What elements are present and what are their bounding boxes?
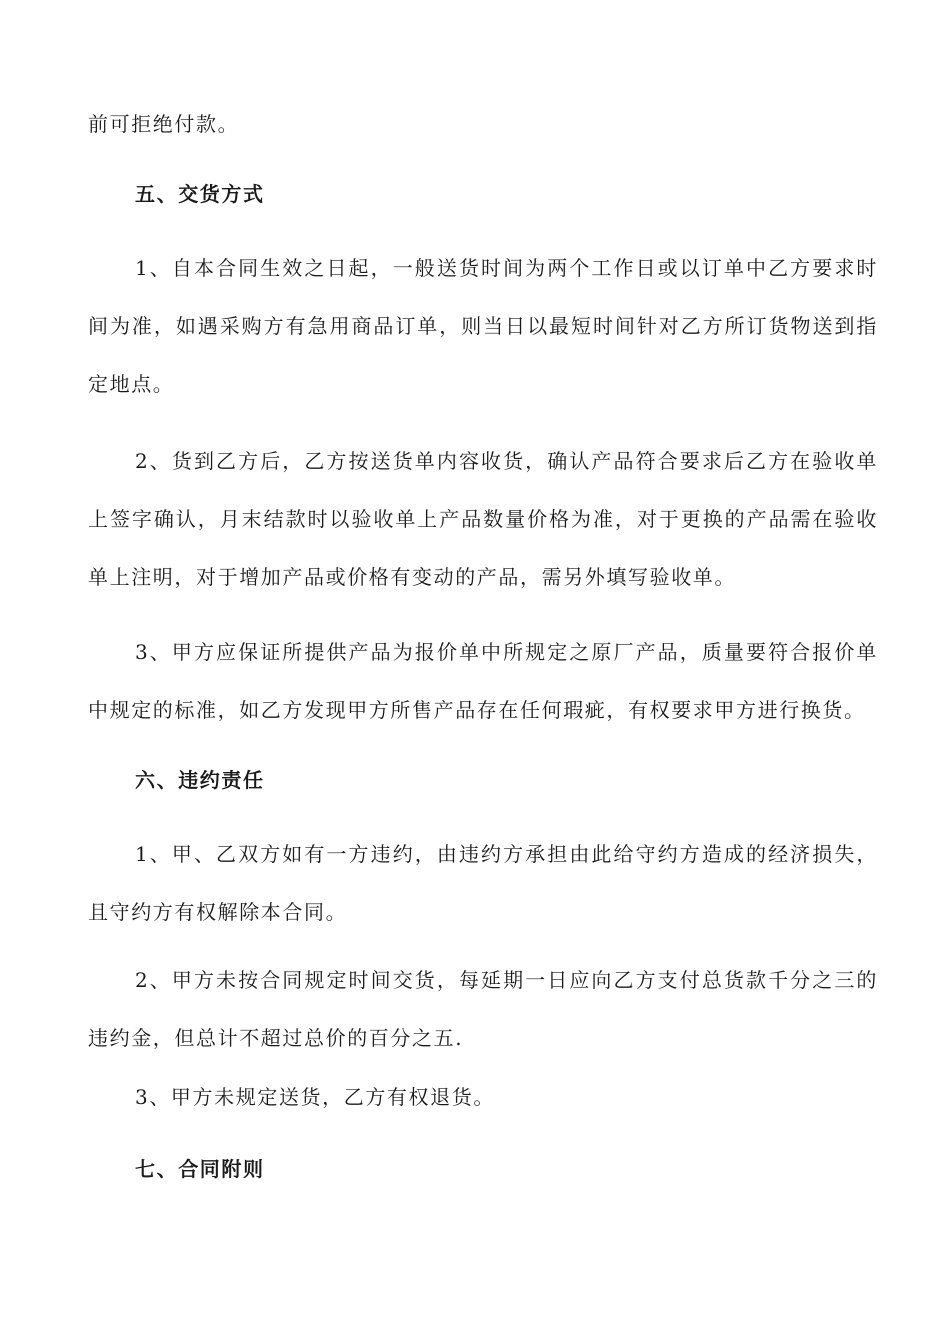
clause-5-2: 2、货到乙方后，乙方按送货单内容收货，确认产品符合要求后乙方在验收单上签字确认，月末结款时以验收单上产品数量价格为准，对于更换的产品需在验收单上注明，对于增加产品或价格有变动的产品，需另外填写验收单。	[88, 449, 878, 589]
clause-6-1: 1、甲、乙双方如有一方违约，由违约方承担由此给守约方造成的经济损失，且守约方有权解除本合同。	[88, 842, 878, 924]
clause-6-3: 3、甲方未规定送货，乙方有权退货。	[135, 1085, 495, 1109]
section-heading-annex: 七、合同附则	[135, 1157, 265, 1181]
section-heading-breach: 六、违约责任	[135, 768, 265, 792]
clause-5-3: 3、甲方应保证所提供产品为报价单中所规定之原厂产品，质量要符合报价单中规定的标准，如乙方发现甲方所售产品存在任何瑕疵，有权要求甲方进行换货。	[88, 640, 878, 722]
clause-5-1: 1、自本合同生效之日起，一般送货时间为两个工作日或以订单中乙方要求时间为准，如遇采购方有急用商品订单，则当日以最短时间针对乙方所订货物送到指定地点。	[88, 256, 878, 396]
section-heading-delivery: 五、交货方式	[135, 182, 265, 206]
clause-6-2: 2、甲方未按合同规定时间交货，每延期一日应向乙方支付总货款千分之三的违约金，但总计不超过总价的百分之五.	[88, 968, 878, 1050]
paragraph-continuation: 前可拒绝付款。	[88, 112, 240, 136]
